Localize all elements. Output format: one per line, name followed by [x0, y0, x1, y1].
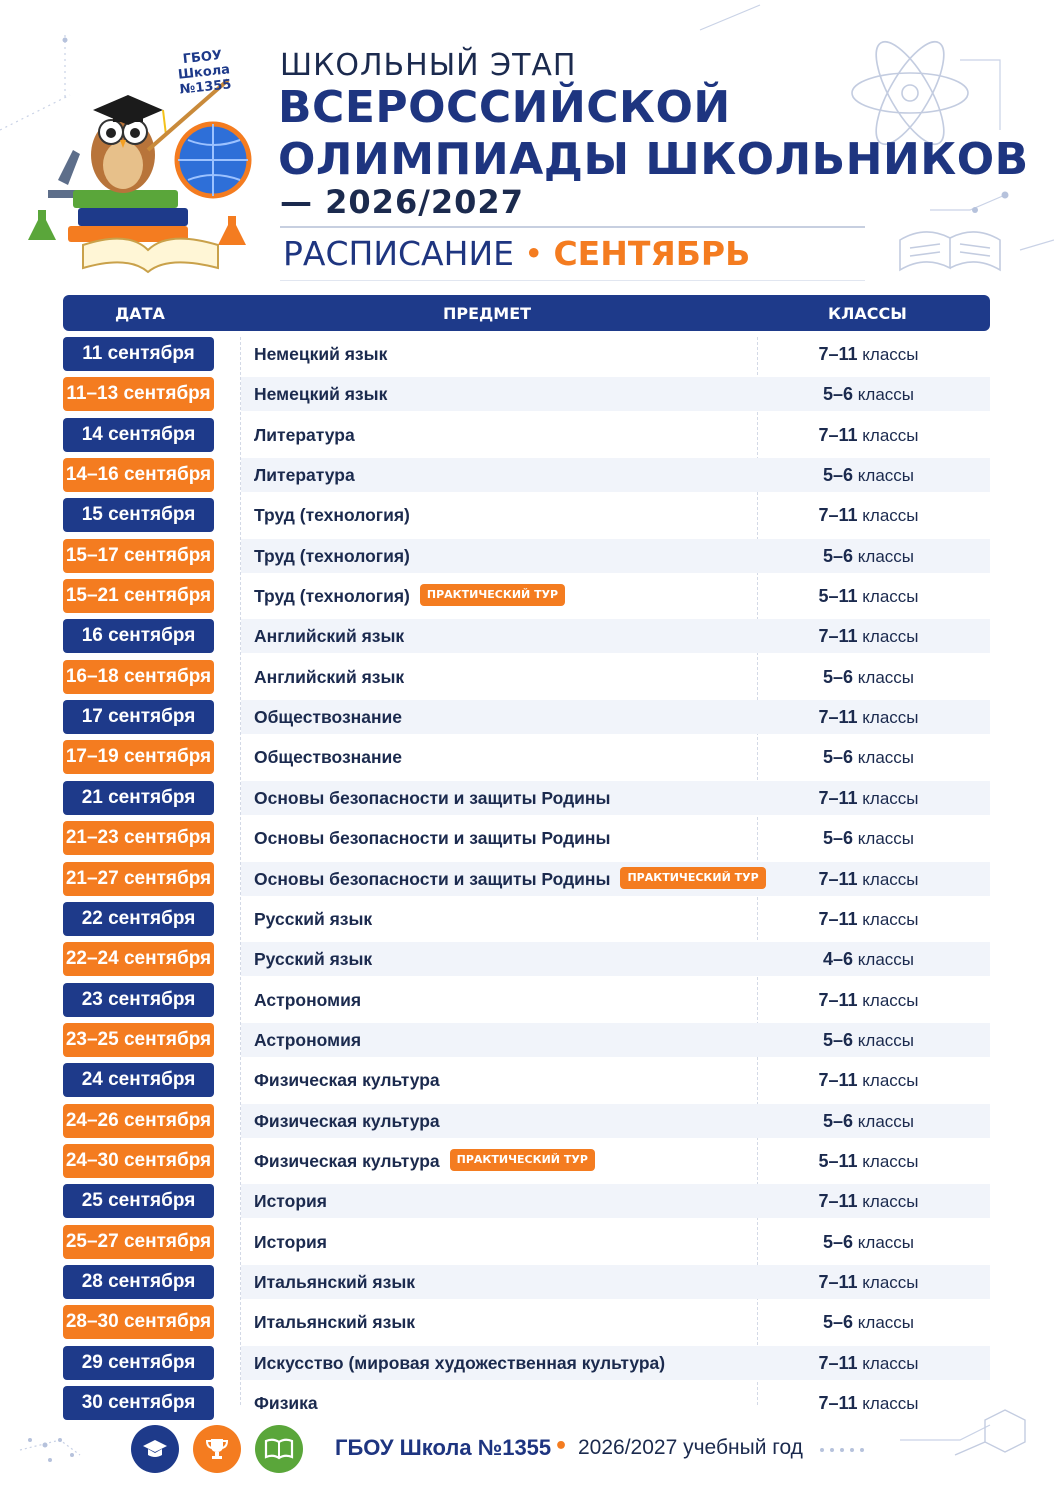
- date-badge: 21–27 сентября: [63, 862, 214, 896]
- classes-suffix: классы: [857, 466, 914, 485]
- subject-cell: [254, 821, 610, 855]
- subject-cell: [254, 458, 355, 492]
- practical-round-badge: ПРАКТИЧЕСКИЙ ТУР: [420, 584, 565, 606]
- classes-cell: [791, 458, 946, 492]
- table-row: [63, 458, 990, 492]
- date-badge: 14 сентября: [63, 418, 214, 452]
- classes-cell: [791, 902, 946, 936]
- classes-range: 5–6: [822, 667, 854, 687]
- classes-suffix: классы: [862, 1152, 919, 1171]
- classes-suffix: классы: [857, 1112, 914, 1131]
- subject-cell: [254, 579, 565, 613]
- table-row: [63, 1063, 990, 1097]
- date-badge: 24–30 сентября: [63, 1144, 214, 1178]
- date-badge: 11–13 сентября: [63, 377, 214, 411]
- classes-suffix: классы: [862, 345, 919, 364]
- subject-cell: [254, 337, 387, 371]
- date-badge: 24–26 сентября: [63, 1104, 214, 1138]
- column-header-subject: ПРЕДМЕТ: [443, 304, 532, 323]
- footer-separator: •: [554, 1434, 569, 1459]
- classes-cell: [791, 1184, 946, 1218]
- table-row: [63, 619, 990, 653]
- classes-suffix: классы: [857, 829, 914, 848]
- subject-cell: [254, 1144, 595, 1178]
- subject-name: Английский язык: [254, 667, 405, 687]
- subject-cell: [254, 1023, 361, 1057]
- practical-round-badge: ПРАКТИЧЕСКИЙ ТУР: [450, 1149, 595, 1171]
- subject-name: Астрономия: [254, 1030, 362, 1050]
- subject-cell: [254, 1346, 665, 1380]
- subject-name: История: [254, 1191, 327, 1211]
- subtitle-divider: [280, 280, 865, 281]
- subject-cell: [254, 1104, 440, 1138]
- subject-name: Литература: [254, 465, 355, 485]
- classes-range: 5–6: [822, 546, 854, 566]
- classes-range: 5–6: [822, 747, 854, 767]
- subject-cell: [254, 1063, 440, 1097]
- classes-cell: [791, 1346, 946, 1380]
- subject-name: Физика: [254, 1393, 318, 1413]
- subject-cell: [254, 1386, 318, 1420]
- classes-cell: [791, 1104, 946, 1138]
- classes-range: 5–6: [822, 465, 854, 485]
- classes-range: 5–6: [822, 1312, 854, 1332]
- date-badge: 14–16 сентября: [63, 458, 214, 492]
- table-row: [63, 781, 990, 815]
- subject-name: Литература: [254, 425, 355, 445]
- subtitle-label: РАСПИСАНИЕ: [283, 234, 514, 273]
- table-row: [63, 821, 990, 855]
- table-row: [63, 983, 990, 1017]
- table-row: [63, 1305, 990, 1339]
- classes-suffix: классы: [862, 1192, 919, 1211]
- subject-cell: [254, 1184, 327, 1218]
- classes-range: 7–11: [818, 1191, 858, 1211]
- date-badge: 24 сентября: [63, 1063, 214, 1097]
- subject-cell: [254, 1265, 415, 1299]
- subject-cell: [254, 619, 404, 653]
- table-header: [63, 295, 990, 331]
- classes-cell: [791, 579, 946, 613]
- classes-range: 7–11: [818, 626, 858, 646]
- subject-name: Немецкий язык: [254, 344, 388, 364]
- classes-cell: [791, 942, 946, 976]
- classes-range: 7–11: [818, 909, 858, 929]
- table-row: [63, 418, 990, 452]
- column-header-date: ДАТА: [115, 304, 165, 323]
- date-badge: 25–27 сентября: [63, 1225, 214, 1259]
- classes-suffix: классы: [857, 547, 914, 566]
- title-divider: [280, 226, 865, 228]
- table-row: [63, 498, 990, 532]
- classes-range: 7–11: [818, 505, 858, 525]
- title-main-2: ОЛИМПИАДЫ ШКОЛЬНИКОВ: [278, 134, 1029, 185]
- classes-suffix: классы: [857, 1031, 914, 1050]
- subject-cell: [254, 1225, 327, 1259]
- subject-cell: [254, 902, 372, 936]
- classes-cell: [791, 1225, 946, 1259]
- table-row: [63, 1386, 990, 1420]
- classes-cell: [791, 377, 946, 411]
- classes-cell: [791, 781, 946, 815]
- classes-cell: [791, 660, 946, 694]
- classes-suffix: классы: [862, 627, 919, 646]
- table-row: [63, 1184, 990, 1218]
- classes-suffix: классы: [862, 870, 919, 889]
- classes-cell: [791, 1265, 946, 1299]
- classes-range: 5–6: [822, 1030, 854, 1050]
- subject-cell: [254, 660, 404, 694]
- table-row: [63, 1346, 990, 1380]
- subject-name: Труд (технология): [254, 586, 410, 606]
- title-stage: ШКОЛЬНЫЙ ЭТАП: [280, 48, 577, 83]
- subject-name: История: [254, 1232, 327, 1252]
- subtitle: [283, 234, 750, 273]
- subject-name: Искусство (мировая художественная культура): [254, 1353, 666, 1373]
- classes-suffix: классы: [857, 385, 914, 404]
- column-header-classes: КЛАССЫ: [828, 304, 907, 323]
- classes-range: 5–11: [818, 586, 858, 606]
- subject-name: Физическая культура: [254, 1151, 440, 1171]
- date-badge: 22–24 сентября: [63, 942, 214, 976]
- classes-range: 4–6: [822, 949, 854, 969]
- date-badge: 28 сентября: [63, 1265, 214, 1299]
- date-badge: 25 сентября: [63, 1184, 214, 1218]
- classes-cell: [791, 337, 946, 371]
- date-badge: 17 сентября: [63, 700, 214, 734]
- classes-range: 7–11: [818, 707, 858, 727]
- classes-suffix: классы: [862, 426, 919, 445]
- classes-range: 7–11: [818, 1393, 858, 1413]
- subject-cell: [254, 498, 410, 532]
- subject-cell: [254, 1305, 415, 1339]
- subject-name: Итальянский язык: [254, 1312, 416, 1332]
- classes-range: 7–11: [818, 1070, 858, 1090]
- date-badge: 15–21 сентября: [63, 579, 214, 613]
- subject-name: Немецкий язык: [254, 384, 388, 404]
- classes-cell: [791, 498, 946, 532]
- trophy-icon: [193, 1425, 241, 1473]
- classes-range: 7–11: [818, 788, 858, 808]
- date-badge: 11 сентября: [63, 337, 214, 371]
- classes-cell: [791, 983, 946, 1017]
- subject-name: Основы безопасности и защиты Родины: [254, 828, 611, 848]
- classes-range: 7–11: [818, 1353, 858, 1373]
- subject-name: Обществознание: [254, 747, 403, 767]
- table-row: [63, 579, 990, 613]
- table-row: [63, 902, 990, 936]
- subject-cell: [254, 983, 361, 1017]
- classes-cell: [791, 1305, 946, 1339]
- subject-name: Труд (технология): [254, 546, 410, 566]
- classes-suffix: классы: [857, 748, 914, 767]
- subject-cell: [254, 781, 610, 815]
- classes-cell: [791, 1144, 946, 1178]
- subject-name: Основы безопасности и защиты Родины: [254, 869, 611, 889]
- subject-cell: [254, 700, 402, 734]
- classes-range: 7–11: [818, 425, 858, 445]
- table-row: [63, 942, 990, 976]
- title-main-1: ВСЕРОССИЙСКОЙ: [278, 82, 731, 133]
- table-row: [63, 1265, 990, 1299]
- subject-name: Физическая культура: [254, 1070, 440, 1090]
- date-badge: 15–17 сентября: [63, 539, 214, 573]
- classes-cell: [791, 1023, 946, 1057]
- subject-name: Английский язык: [254, 626, 405, 646]
- date-badge: 23 сентября: [63, 983, 214, 1017]
- classes-suffix: классы: [862, 1071, 919, 1090]
- title-year: — 2026/2027: [280, 183, 524, 221]
- classes-range: 7–11: [818, 1272, 858, 1292]
- classes-suffix: классы: [862, 587, 919, 606]
- table-row: [63, 377, 990, 411]
- book-outline-icon: [900, 232, 1000, 270]
- classes-suffix: классы: [862, 991, 919, 1010]
- table-row: [63, 337, 990, 371]
- classes-range: 7–11: [818, 990, 858, 1010]
- classes-cell: [791, 1386, 946, 1420]
- subject-cell: [254, 539, 410, 573]
- classes-range: 7–11: [818, 869, 858, 889]
- classes-suffix: классы: [862, 506, 919, 525]
- classes-suffix: классы: [857, 950, 914, 969]
- subject-name: Обществознание: [254, 707, 403, 727]
- practical-round-badge: ПРАКТИЧЕСКИЙ ТУР: [620, 867, 765, 889]
- subject-cell: [254, 418, 355, 452]
- classes-range: 5–6: [822, 384, 854, 404]
- footer-school-name: ГБОУ Школа №1355: [335, 1435, 552, 1460]
- table-row: [63, 740, 990, 774]
- subtitle-month: СЕНТЯБРЬ: [553, 234, 751, 273]
- classes-suffix: классы: [862, 1273, 919, 1292]
- classes-range: 5–6: [822, 1232, 854, 1252]
- graduation-cap-icon: [131, 1425, 179, 1473]
- subject-cell: [254, 377, 387, 411]
- classes-cell: [791, 821, 946, 855]
- subject-cell: [254, 942, 372, 976]
- classes-cell: [791, 740, 946, 774]
- classes-range: 5–6: [822, 828, 854, 848]
- classes-cell: [791, 418, 946, 452]
- classes-suffix: классы: [862, 708, 919, 727]
- table-row: [63, 660, 990, 694]
- classes-cell: [791, 619, 946, 653]
- date-badge: 29 сентября: [63, 1346, 214, 1380]
- classes-cell: [791, 862, 946, 896]
- classes-suffix: классы: [857, 1313, 914, 1332]
- classes-suffix: классы: [857, 668, 914, 687]
- table-row: [63, 862, 990, 896]
- subject-cell: [254, 862, 766, 896]
- date-badge: 16–18 сентября: [63, 660, 214, 694]
- classes-suffix: классы: [862, 1394, 919, 1413]
- classes-suffix: классы: [862, 1354, 919, 1373]
- classes-cell: [791, 1063, 946, 1097]
- classes-range: 7–11: [818, 344, 858, 364]
- date-badge: 17–19 сентября: [63, 740, 214, 774]
- date-badge: 16 сентября: [63, 619, 214, 653]
- subject-name: Основы безопасности и защиты Родины: [254, 788, 611, 808]
- classes-cell: [791, 700, 946, 734]
- footer-academic-year: 2026/2027 учебный год: [578, 1436, 803, 1459]
- open-book-icon: [255, 1425, 303, 1473]
- subject-cell: [254, 740, 402, 774]
- table-row: [63, 1225, 990, 1259]
- date-badge: 30 сентября: [63, 1386, 214, 1420]
- subject-name: Астрономия: [254, 990, 362, 1010]
- subject-name: Русский язык: [254, 909, 373, 929]
- subtitle-separator: •: [523, 234, 544, 273]
- subject-name: Русский язык: [254, 949, 373, 969]
- table-row: [63, 1104, 990, 1138]
- subject-name: Итальянский язык: [254, 1272, 416, 1292]
- classes-suffix: классы: [862, 910, 919, 929]
- classes-suffix: классы: [857, 1233, 914, 1252]
- classes-range: 5–11: [818, 1151, 858, 1171]
- classes-cell: [791, 539, 946, 573]
- subject-name: Физическая культура: [254, 1111, 440, 1131]
- date-badge: 23–25 сентября: [63, 1023, 214, 1057]
- table-row: [63, 1144, 990, 1178]
- date-badge: 21 сентября: [63, 781, 214, 815]
- table-row: [63, 700, 990, 734]
- classes-suffix: классы: [862, 789, 919, 808]
- table-row: [63, 1023, 990, 1057]
- school-badge: ГБОУ Школа №1355: [177, 48, 233, 98]
- date-badge: 22 сентября: [63, 902, 214, 936]
- date-badge: 28–30 сентября: [63, 1305, 214, 1339]
- date-badge: 21–23 сентября: [63, 821, 214, 855]
- subject-name: Труд (технология): [254, 505, 410, 525]
- table-row: [63, 539, 990, 573]
- date-badge: 15 сентября: [63, 498, 214, 532]
- classes-range: 5–6: [822, 1111, 854, 1131]
